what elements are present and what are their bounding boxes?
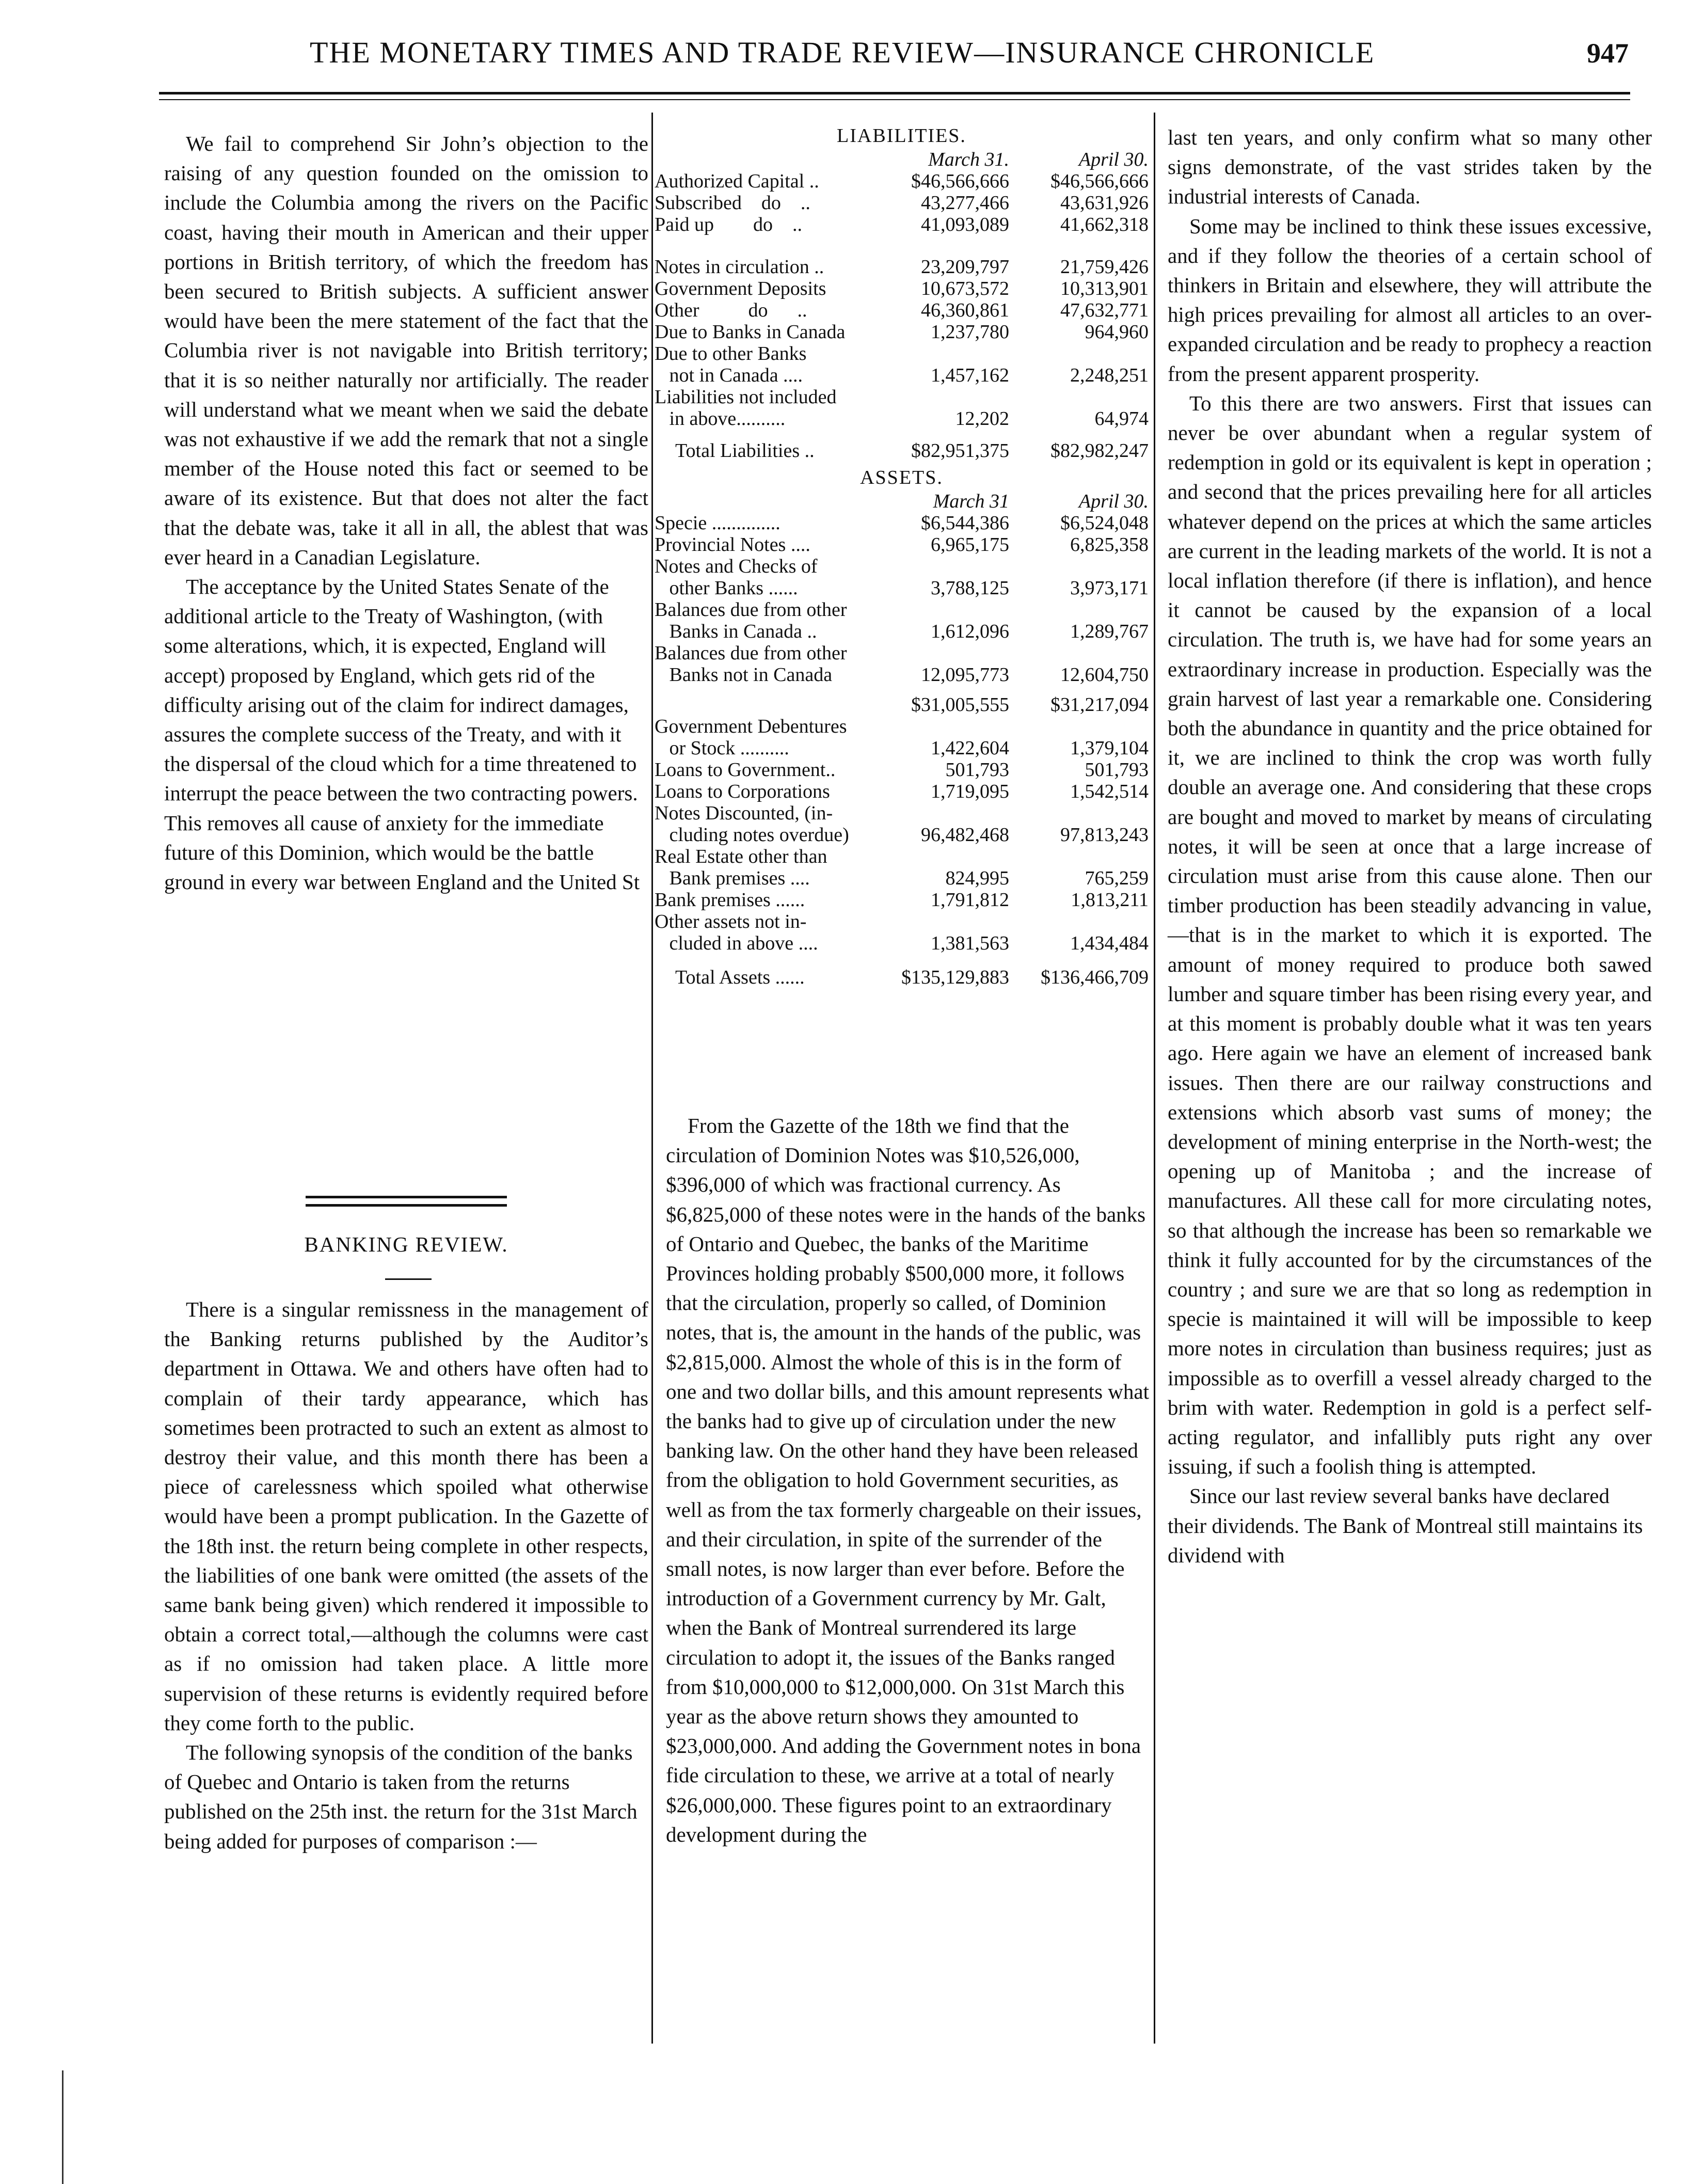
liabilities-capital-rows (655, 170, 1149, 235)
table-row (655, 911, 1149, 932)
article-paragraph: The following synopsis of the condition of the banks of Quebec and Ontario is taken from the returns published on the 25th inst. the return for the 31st March being added for purposes of comparison :— (164, 1740, 638, 1853)
row-label: Notes and Checks of (655, 556, 818, 577)
row-value-april: 1,289,767 (1070, 621, 1149, 642)
column-header-april: April 30. (1078, 149, 1149, 170)
row-value-april: 97,813,243 (1060, 824, 1149, 846)
article-paragraph: Some may be inclined to think these issues excessive, and if they follow the theories of a certain school of thinkers in Britain and elsewhere, they will attribute the high prices prevailing for almost all articles to an over-expanded circulation and be ready to prophecy a reaction from the present apparent prosperity. (1168, 214, 1652, 386)
row-label: Specie .............. (655, 512, 781, 534)
assets-heading: ASSETS. (860, 467, 943, 488)
row-value-march: 10,673,572 (921, 278, 1009, 299)
section-rule (306, 1204, 507, 1207)
row-value-march: 1,422,604 (931, 737, 1009, 759)
row-value-march: 96,482,468 (921, 824, 1009, 846)
row-label: Other do .. (655, 299, 807, 321)
row-label: Due to Banks in Canada (655, 321, 846, 343)
liabilities-rows (655, 256, 1149, 430)
table-row (655, 759, 1149, 781)
table-row (655, 802, 1149, 824)
row-label: Paid up do .. (655, 214, 803, 235)
left-column-bottom (164, 1295, 648, 1856)
table-row (655, 716, 1149, 737)
row-value-april: 12,604,750 (1060, 664, 1149, 686)
row-value-april: 21,759,426 (1060, 256, 1149, 278)
row-value-april: 64,974 (1094, 408, 1149, 430)
row-value-march: $46,566,666 (911, 170, 1009, 192)
row-value-march: 46,360,861 (921, 299, 1009, 321)
row-value-april: 43,631,926 (1060, 192, 1149, 214)
table-row (655, 192, 1149, 214)
column-header-row (655, 149, 1149, 170)
row-value-april: 41,662,318 (1060, 214, 1149, 235)
table-row (655, 365, 1149, 386)
row-value-april: 1,434,484 (1070, 932, 1149, 954)
table-row (655, 781, 1149, 802)
row-label: Liabilities not included (655, 386, 837, 408)
row-value-april: $6,524,048 (1060, 512, 1149, 534)
row-value-march: 1,791,812 (931, 889, 1009, 911)
column-header-april: April 30. (1078, 490, 1149, 512)
article-paragraph: We fail to comprehend Sir John’s objection to the raising of any question founded on the omission to include the Columbia among the rivers on the Pacific coast, having their mouth in American and their upper portions in British territory, of which the freedom has been secured to British subjects. A sufficient answer would have been the mere statement of the fact that the Columbia river is not navigable into British territory; that it is so neither naturally nor artificially. The reader will understand what we meant when we said the debate was not exhaustive if we add the remark that not a single member of the House noted this fact or seemed to be aware of its existence. But that does not alter the fact that the debate was, take it all in all, the ablest that was ever heard in a Canadian Legislature. (164, 132, 648, 569)
header-rule-thin (159, 99, 1630, 100)
row-value-march: 43,277,466 (921, 192, 1009, 214)
table-row (655, 214, 1149, 235)
total-assets-row (655, 967, 1149, 988)
header-rule-thick (159, 92, 1630, 94)
assets-subtotal-row (655, 694, 1149, 716)
assets-rows (655, 512, 1149, 686)
column-header-march: March 31 (933, 490, 1009, 512)
total-liabilities-row (655, 440, 1149, 462)
row-label: other Banks ...... (655, 577, 798, 599)
row-label: Loans to Government.. (655, 759, 836, 781)
row-label: Balances due from other (655, 599, 847, 621)
row-value-march: 1,719,095 (931, 781, 1009, 802)
table-row (655, 867, 1149, 889)
row-value-march: 1,457,162 (931, 365, 1009, 386)
row-value-march: 41,093,089 (921, 214, 1009, 235)
row-value-march: 1,612,096 (931, 621, 1009, 642)
page-number: 947 (1587, 38, 1629, 69)
row-label: not in Canada .... (655, 365, 803, 386)
column-divider-right (1154, 113, 1155, 2044)
row-label: Loans to Corporations (655, 781, 830, 802)
table-row (655, 824, 1149, 846)
row-value-march: 6,965,175 (931, 534, 1009, 556)
column-header-row (655, 490, 1149, 512)
row-value-april: 6,825,358 (1070, 534, 1149, 556)
table-row (655, 889, 1149, 911)
table-row (655, 599, 1149, 621)
row-value-april: 501,793 (1085, 759, 1149, 781)
table-row (655, 664, 1149, 686)
table-row (655, 737, 1149, 759)
binding-margin-mark (62, 2070, 63, 2184)
row-value-april: 3,973,171 (1070, 577, 1149, 599)
section-title: BANKING REVIEW. (304, 1232, 508, 1256)
left-column-top (164, 129, 648, 897)
table-row (655, 512, 1149, 534)
table-row (655, 321, 1149, 343)
article-paragraph: From the Gazette of the 18th we find that the circulation of Dominion Notes was $10,526,000, $396,000 of which was fractional currency. As $6,825,000 of these notes were in the hands of the banks of Ontario and Quebec, the banks of the Maritime Provinces holding probably $500,000 more, it follows that the circulation, properly so called, of Dominion notes, that is, the amount in the hands of the public, was $2,815,000. Almost the whole of this is in the form of one and two dollar bills, and this amount represents what the banks had to give up of circulation under the new banking law. On the other hand they have been released from the obligation to hold Government securities, as well as from the tax formerly chargeable on their issues, and their circulation, in spite of the surrender of the small notes, is now larger than ever before. Before the introduction of a Government currency by Mr. Galt, when the Bank of Montreal surrendered its large circulation to adopt it, the issues of the Banks ranged from $10,000,000 to $12,000,000. On 31st March this year as the above return shows they amounted to $23,000,000. And adding the Government notes in bona fide circulation to these, we arrive at a total of nearly $26,000,000. These figures point to an extraordinary development during the (666, 1114, 1149, 1846)
table-row (655, 556, 1149, 577)
row-label: or Stock .......... (655, 737, 789, 759)
row-value-april: 765,259 (1085, 867, 1149, 889)
row-label: Banks not in Canada (655, 664, 833, 686)
row-label: Bank premises .... (655, 867, 810, 889)
row-value-march: 1,381,563 (931, 932, 1009, 954)
row-label: Other assets not in- (655, 911, 807, 932)
row-label: Real Estate other than (655, 846, 827, 867)
row-value-march: 23,209,797 (921, 256, 1009, 278)
row-value-march: 501,793 (945, 759, 1009, 781)
row-label: in above.......... (655, 408, 786, 430)
section-rule (306, 1196, 507, 1198)
row-value-march: $82,951,375 (911, 440, 1009, 462)
table-row (655, 170, 1149, 192)
table-row (655, 299, 1149, 321)
row-value-april: 964,960 (1085, 321, 1149, 343)
table-row (655, 408, 1149, 430)
column-header-march: March 31. (928, 149, 1009, 170)
row-label: Total Assets ...... (675, 967, 805, 988)
row-value-april: 10,313,901 (1060, 278, 1149, 299)
row-label: Notes Discounted, (in- (655, 802, 833, 824)
row-label: Authorized Capital .. (655, 170, 819, 192)
row-value-april: $31,217,094 (1050, 694, 1149, 716)
row-label: Banks in Canada .. (655, 621, 817, 642)
row-value-march: 12,095,773 (921, 664, 1009, 686)
row-label: Subscribed do .. (655, 192, 810, 214)
column-divider-left (651, 113, 653, 2044)
title-dash (385, 1278, 432, 1280)
row-value-april: 2,248,251 (1070, 365, 1149, 386)
assets-rows (655, 716, 1149, 954)
middle-column (666, 1111, 1150, 1849)
row-value-april: 1,542,514 (1070, 781, 1149, 802)
table-row (655, 642, 1149, 664)
row-label: Government Debentures (655, 716, 847, 737)
row-value-march: 1,237,780 (931, 321, 1009, 343)
row-value-march: 12,202 (955, 408, 1009, 430)
row-value-march: $31,005,555 (911, 694, 1009, 716)
table-row (655, 386, 1149, 408)
row-value-april: $82,982,247 (1050, 440, 1149, 462)
article-paragraph: There is a singular remissness in the management of the Banking returns published by the Auditor’s department in Ottawa. We and others have often had to complain of their tardy appearance, which has sometimes been protracted to such an extent as almost to destroy their value, and this month there has been a piece of carelessness which spoiled what otherwise would have been a prompt publication. In the Gazette of the 18th inst. the return being complete in other respects, the liabilities of one bank were omitted (the assets of the same bank being given) which rendered it impossible to obtain a correct total,—although the columns were cast as if no omission had taken place. A little more supervision of these returns is evidently required before they come forth to the public. (164, 1297, 648, 1735)
table-row (655, 534, 1149, 556)
page-header (155, 35, 1647, 82)
row-value-april: $136,466,709 (1041, 967, 1149, 988)
article-paragraph: The acceptance by the United States Senate of the additional article to the Treaty of Washington, (with some alterations, which, it is expected, England will accept) proposed by England, which gets rid of the difficulty arising out of the claim for indirect damages, assures the complete success of the Treaty, and with it the dispersal of the cloud which for a time threatened to interrupt the peace between the two contracting powers. This removes all cause of anxiety for the immediate future of this Dominion, which would be the battle ground in every war between England and the United St (164, 575, 640, 894)
table-row (655, 577, 1149, 599)
row-label: Due to other Banks (655, 343, 807, 365)
right-column (1168, 123, 1652, 1570)
row-value-april: 47,632,771 (1060, 299, 1149, 321)
article-paragraph: Since our last review several banks have declared their dividends. The Bank of Montreal still maintains its dividend with (1168, 1484, 1643, 1567)
article-paragraph: last ten years, and only confirm what so many other signs demonstrate, of the vast strides taken by the industrial interests of Canada. (1168, 125, 1652, 209)
table-row (655, 932, 1149, 954)
row-value-april: 1,379,104 (1070, 737, 1149, 759)
table-row (655, 621, 1149, 642)
publication-title: THE MONETARY TIMES AND TRADE REVIEW—INSURANCE CHRONICLE (310, 36, 1375, 69)
row-label: cluding notes overdue) (655, 824, 849, 846)
table-row (655, 278, 1149, 299)
row-value-march: $6,544,386 (921, 512, 1009, 534)
row-value-march: 3,788,125 (931, 577, 1009, 599)
row-label: Notes in circulation .. (655, 256, 824, 278)
article-paragraph: To this there are two answers. First that issues can never be over abundant when a regular system of redemption in gold or its equivalent is kept in operation ; and second that the prices prevailing here for all articles whatever depend on the prices at which the same articles are current in the leading markets of the world. It is not a local inflation therefore (if there is inflation), and hence it cannot be caused by the expansion of a local circulation. The truth is, we have had for some years an extraordinary increase in production. Especially was the grain harvest of last year a remarkable one. Considering both the abundance in quantity and the price obtained for it, we are inclined to think the crop was worth fully double an average one. And considering that these crops are bought and moved to market by means of circulating notes, it will be seen at once that a large increase of circulation must arise from this cause alone. Then our timber production has been steadily advancing in value,—that is in the market to which it is exported. The amount of money required to produce both sawed lumber and square timber has been rising every year, and at this moment is probably double what it was ten years ago. Here again we have an element of increased bank issues. Then there are our railway constructions and extensions which absorb vast sums of money; the development of mining enterprise in the North-west; the opening up of Manitoba ; and the increase of manufactures. All these call for more circulating notes, so that although the increase has been so remarkable we think it fully accounted for by the circumstances of the country ; and sure we are that so long as redemption in specie is maintained it will will be impossible to keep more notes in circulation than business requires; just as impossible as to overfill a vessel already charged to the brim with water. Redemption in gold is a perfect self-acting regulator, and infallibly puts right any over issuing, if such a foolish thing is attempted. (1168, 391, 1652, 1479)
row-label: Provincial Notes .... (655, 534, 810, 556)
row-label: Government Deposits (655, 278, 826, 299)
liabilities-heading: LIABILITIES. (837, 125, 966, 147)
row-label: Balances due from other (655, 642, 847, 664)
bank-statement-table (655, 123, 1149, 988)
table-row (655, 343, 1149, 365)
row-value-april: 1,813,211 (1071, 889, 1149, 911)
row-label: cluded in above .... (655, 932, 818, 954)
row-label: Bank premises ...... (655, 889, 805, 911)
row-value-march: $135,129,883 (901, 967, 1009, 988)
row-value-march: 824,995 (945, 867, 1009, 889)
table-row (655, 846, 1149, 867)
table-row (655, 256, 1149, 278)
row-value-april: $46,566,666 (1050, 170, 1149, 192)
row-label: Total Liabilities .. (675, 440, 815, 462)
